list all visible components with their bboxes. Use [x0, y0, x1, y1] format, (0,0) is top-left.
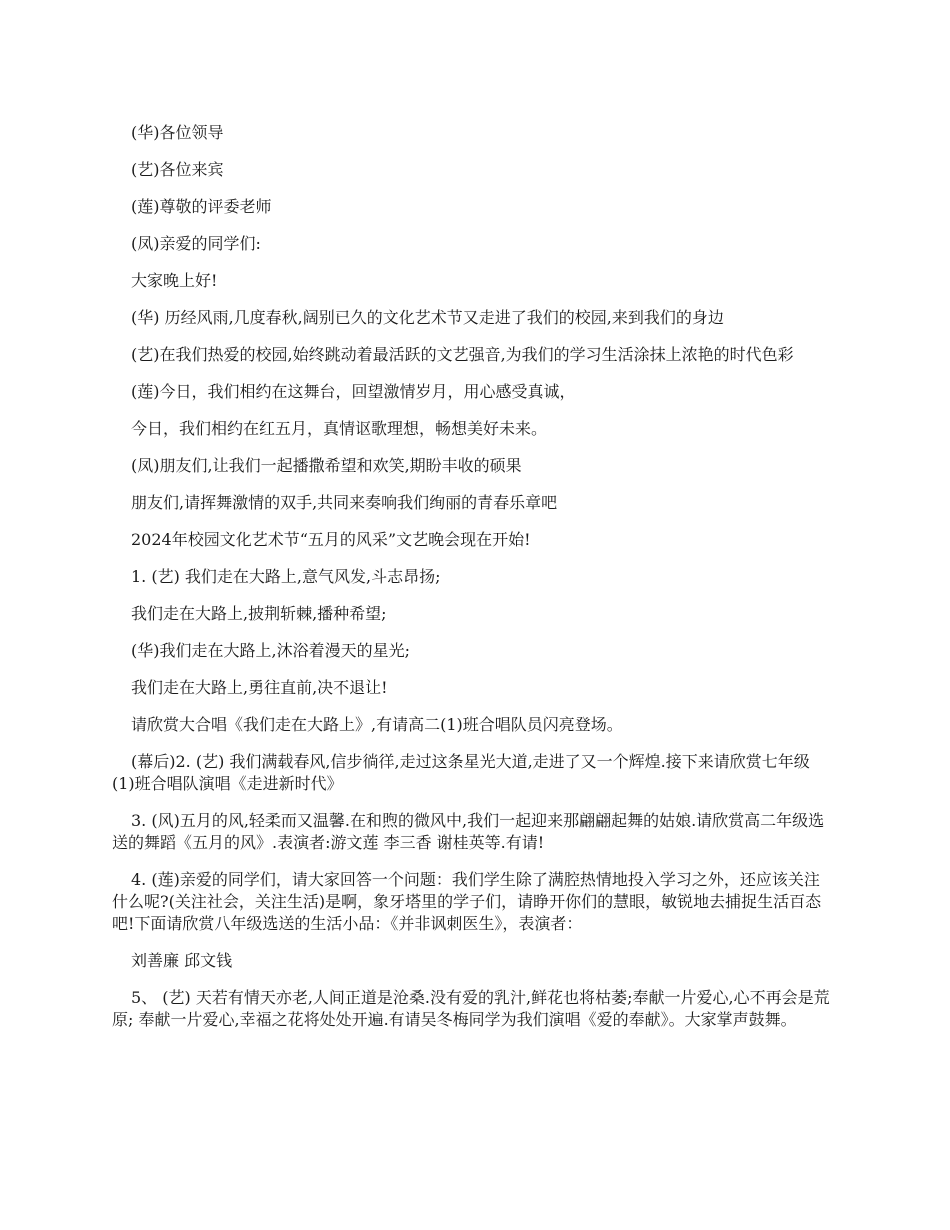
paragraph-program-4: 4. (莲)亲爱的同学们，请大家回答一个问题：我们学生除了满腔热情地投入学习之外，还应该关注什么呢?(关注社会，关注生活)是啊，象牙塔里的学子们，请睁开你们的慧眼，敏锐地去捕捉生活百态吧!下面请欣赏八年级选送的生活小品：《并非讽刺医生》，表演者： — [112, 870, 822, 933]
paragraph-opening-feng: (凤)朋友们,让我们一起播撒希望和欢笑,期盼丰收的硕果 — [131, 456, 522, 475]
document-body — [112, 122, 832, 1046]
paragraph-opening-lian: (莲)今日，我们相约在这舞台，回望激情岁月，用心感受真诚， — [131, 382, 576, 401]
paragraph-program-1-intro: 请欣赏大合唱《我们走在大路上》,有请高二(1)班合唱队员闪亮登场。 — [131, 715, 623, 734]
paragraph-opening-feng-2: 朋友们,请挥舞激情的双手,共同来奏响我们绚丽的青春乐章吧 — [131, 493, 558, 512]
paragraph-program-1-line-4: 我们走在大路上,勇往直前,决不退让! — [131, 678, 388, 697]
paragraph-event-start: 2024年校园文化艺术节“五月的风采”文艺晚会现在开始! — [131, 530, 531, 549]
paragraph-good-evening: 大家晚上好! — [131, 271, 218, 290]
paragraph-host-greeting-students: (凤)亲爱的同学们: — [131, 234, 261, 253]
paragraph-program-3: 3. (风)五月的风,轻柔而又温馨.在和煦的微风中,我们一起迎来那翩翩起舞的姑娘.请欣赏高二年级选送的舞蹈《五月的风》.表演者:游文莲 李三香 谢桂英等.有请! — [112, 811, 825, 852]
paragraph-program-1-line-2: 我们走在大路上,披荆斩棘,播种希望; — [131, 604, 387, 623]
paragraph-host-greeting-guests: (艺)各位来宾 — [131, 160, 224, 179]
paragraph-program-5: 5、 (艺) 天若有情天亦老,人间正道是沧桑.没有爱的乳汁,鲜花也将枯萎;奉献一片爱心,心不再会是荒原; 奉献一片爱心,幸福之花将处处开遍.有请吴冬梅同学为我们演唱《爱的奉献》。大家掌声鼓舞。 — [112, 988, 830, 1029]
paragraph-program-1-line-1: 1. (艺) 我们走在大路上,意气风发,斗志昂扬; — [131, 567, 441, 586]
paragraph-opening-yi: (艺)在我们热爱的校园,始终跳动着最活跃的文艺强音,为我们的学习生活涂抹上浓艳的时代色彩 — [131, 345, 794, 364]
paragraph-program-2: (幕后)2. (艺) 我们满载春风,信步徜徉,走过这条星光大道,走进了又一个辉煌.接下来请欣赏七年级(1)班合唱队演唱《走进新时代》 — [112, 752, 810, 793]
paragraph-opening-lian-2: 今日，我们相约在红五月，真情讴歌理想，畅想美好未来。 — [131, 419, 548, 438]
paragraph-host-greeting-leaders: (华)各位领导 — [131, 123, 224, 142]
paragraph-opening-hua: (华) 历经风雨,几度春秋,阔别已久的文化艺术节又走进了我们的校园,来到我们的身边 — [131, 308, 724, 327]
paragraph-program-4-performers: 刘善廉 邱文钱 — [131, 951, 233, 970]
paragraph-program-1-line-3: (华)我们走在大路上,沐浴着漫天的星光; — [131, 641, 410, 660]
paragraph-host-greeting-judges: (莲)尊敬的评委老师 — [131, 197, 272, 216]
